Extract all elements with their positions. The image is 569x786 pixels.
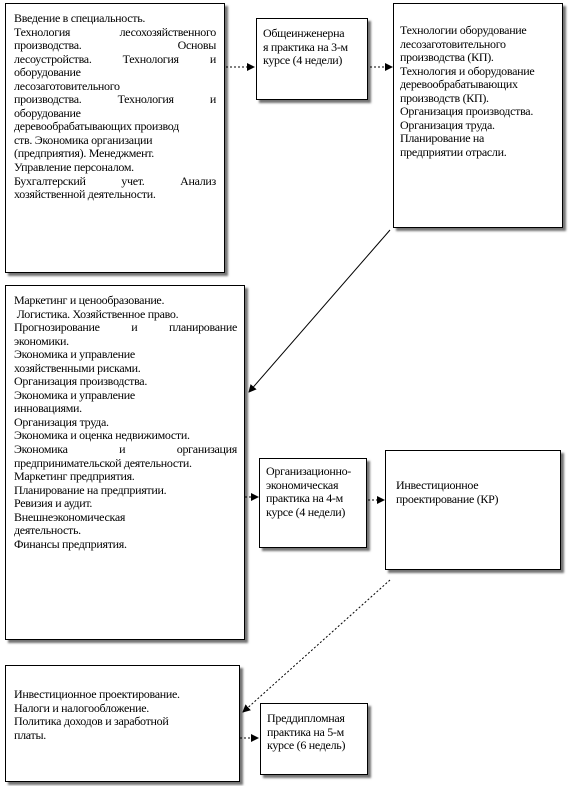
box-basic-courses bbox=[5, 3, 225, 273]
box4-line: Прогнозирование и планирование bbox=[14, 320, 237, 335]
box1-line: (предприятия). Менеджмент. bbox=[14, 146, 154, 161]
box4-line: Планирование на предприятии. bbox=[14, 482, 167, 497]
box1-line: Управление персоналом. bbox=[14, 160, 134, 175]
box4-line: Маркетинг и ценообразование. bbox=[14, 293, 165, 307]
box1-line: оборудование bbox=[14, 105, 81, 120]
box5-line: курсе (4 недели) bbox=[266, 504, 346, 519]
box4-line: Финансы предприятия. bbox=[14, 536, 127, 551]
box1-line: Введение в специальность. bbox=[14, 11, 146, 25]
box3-line: Организация труда. bbox=[400, 117, 495, 132]
arrow-box6-to-box7 bbox=[243, 580, 390, 712]
box7-line: Политика доходов и заработной bbox=[14, 714, 169, 729]
box5-line: практика на 4-м bbox=[266, 491, 343, 506]
box3-line: Технология и оборудование bbox=[400, 63, 535, 78]
box4-line: Логистика. Хозяйственное право. bbox=[14, 306, 179, 321]
box4-line: Маркетинг предприятия. bbox=[14, 469, 135, 484]
box4-line: Экономика и организация bbox=[14, 442, 237, 457]
box1-line: ств. Экономика организации bbox=[14, 132, 153, 147]
box4-line: предпринимательской деятельности. bbox=[14, 455, 192, 470]
box-engineering-practice bbox=[256, 18, 368, 100]
box3-line: Технологии оборудование bbox=[400, 23, 527, 37]
box8-line: практика на 5-м bbox=[267, 724, 344, 739]
box1-line: производства. Основы bbox=[14, 38, 216, 53]
box4-line: Ревизия и аудит. bbox=[14, 496, 93, 511]
box1-line: Технология лесохозяйственного bbox=[14, 24, 216, 39]
box6-line: проектирование (КР) bbox=[396, 491, 499, 506]
box4-line: Внешнеэкономическая bbox=[14, 509, 126, 524]
box1-line: производства. Технология и bbox=[14, 92, 216, 107]
box2-line: курсе (4 недели) bbox=[263, 53, 343, 68]
box2-line: я практика на 3-м bbox=[263, 39, 348, 54]
box7-line: Инвестиционное проектирование. bbox=[14, 687, 180, 701]
box4-line: Экономика и управление bbox=[14, 387, 135, 402]
box3-line: Организация производства. bbox=[400, 104, 534, 119]
box-technology-courses bbox=[393, 3, 563, 228]
box2-line: Общеинженерна bbox=[263, 26, 345, 40]
box4-line: Экономика и оценка недвижимости. bbox=[14, 428, 190, 443]
box5-line: экономическая bbox=[266, 477, 339, 492]
box-prediploma-practice bbox=[260, 703, 368, 775]
box4-line: инновациями. bbox=[14, 401, 82, 416]
box7-line: Налоги и налогообложение. bbox=[14, 700, 149, 715]
box1-line: лесоустройства. Технология и bbox=[14, 51, 216, 66]
box4-line: Организация труда. bbox=[14, 414, 109, 429]
box4-line: хозяйственными рисками. bbox=[14, 360, 141, 375]
box-investment-project bbox=[385, 450, 561, 570]
box3-line: деревообрабатывающих bbox=[400, 77, 518, 92]
box5-line: Организационно- bbox=[266, 464, 352, 478]
arrow-box3-to-box4 bbox=[249, 230, 390, 392]
box3-line: предприятии отрасли. bbox=[400, 144, 507, 159]
box8-line: Преддипломная bbox=[267, 711, 345, 725]
box6-line: Инвестиционное bbox=[396, 478, 479, 492]
box-economics-courses bbox=[5, 285, 245, 640]
box8-line: курсе (6 недель) bbox=[267, 738, 346, 753]
box1-line: лесозаготовительного bbox=[14, 78, 120, 93]
box3-line: производств (КП). bbox=[400, 90, 489, 105]
box3-line: Планирование на bbox=[400, 131, 485, 146]
box4-line: деятельность. bbox=[14, 523, 81, 538]
box-economic-practice bbox=[259, 458, 367, 548]
box3-line: лесозаготовительного bbox=[400, 36, 506, 51]
box1-line: оборудование bbox=[14, 65, 81, 80]
box1-line: хозяйственной деятельности. bbox=[14, 187, 156, 202]
box4-line: Организация производства. bbox=[14, 374, 148, 389]
box4-line: экономики. bbox=[14, 333, 69, 348]
box3-line: производства (КП). bbox=[400, 50, 494, 65]
box1-line: деревообрабатывающих производ bbox=[14, 119, 179, 134]
box4-line: Экономика и управление bbox=[14, 347, 135, 362]
box7-line: платы. bbox=[14, 727, 46, 742]
box-final-courses bbox=[5, 665, 240, 782]
box1-line: Бухгалтерский учет. Анализ bbox=[14, 173, 216, 188]
